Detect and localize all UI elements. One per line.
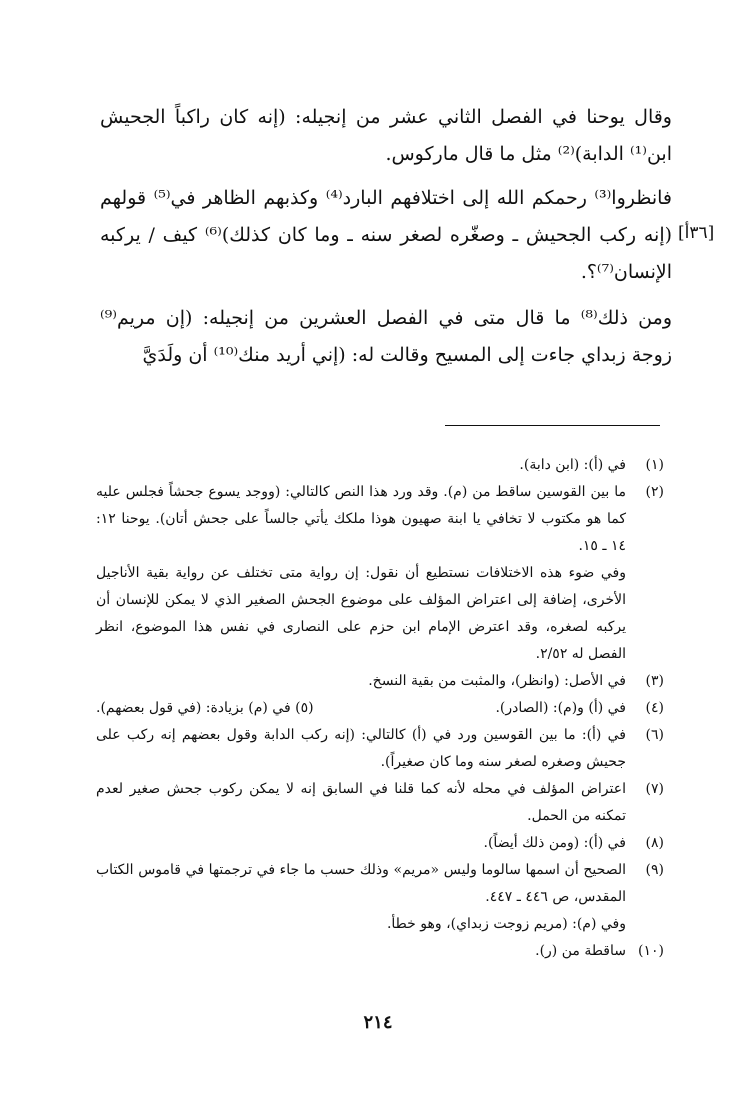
footnote-3 (96, 668, 664, 695)
footnote-text: في (أ): (ومن ذلك أيضاً). (483, 835, 626, 851)
footnote-text: في (م) بزيادة: (في قول بعضهم). (96, 700, 291, 716)
footnote-number: (٣) (645, 673, 664, 689)
manuscript-folio-marker: [٣٦أ] (678, 223, 715, 243)
footnote-number: (٧) (645, 781, 664, 797)
footnote-8 (96, 830, 664, 857)
footnote-text: الصحيح أن اسمها سالوما وليس «مريم» وذلك حسب ما جاء في ترجمتها في قاموس الكتاب المقدس، ص ٤٤٦ ـ ٤٤٧. (96, 862, 626, 905)
footnote-1 (96, 452, 664, 479)
footnote-text: في الأصل: (وانظر)، والمثبت من بقية النسخ. (368, 673, 626, 689)
main-paragraph-1: وقال يوحنا في الفصل الثاني عشر من إنجيله: (إنه كان راكباً الجحيش ابن⁽¹⁾ الدابة)⁽²⁾ مثل ما قال ماركوس. (100, 106, 672, 165)
footnote-text: في (أ) و(م): (الصادر). (495, 700, 626, 716)
footnote-number: (٢) (645, 484, 664, 500)
main-paragraph-3: ومن ذلك⁽⁸⁾ ما قال متى في الفصل العشرين من إنجيله: (إن مريم⁽⁹⁾ زوجة زبداي جاءت إلى المسيح وقالت له: (إني أريد منك⁽¹⁰⁾ أن ولَدَيَّ (100, 307, 672, 366)
footnote-10 (96, 938, 664, 965)
footnote-text: في (أ): (ابن دابة). (519, 457, 626, 473)
page-number: ٢١٤ (363, 1012, 393, 1033)
footnote-6 (96, 722, 664, 776)
footnote-number: (١) (645, 457, 664, 473)
footnote-number: (٦) (645, 727, 664, 743)
main-paragraph-2: فانظروا⁽³⁾ رحمكم الله إلى اختلافهم البارد⁽⁴⁾ وكذبهم الظاهر في⁽⁵⁾ قولهم (إنه ركب الجحيش ـ وصغّره لصغر سنه ـ وما كان كذلك)⁽⁶⁾ كيف / يركبه الإنسان⁽⁷⁾؟. (100, 187, 673, 283)
footnote-number: (١٠) (638, 943, 664, 959)
footnote-number: (٩) (645, 862, 664, 878)
footnote-text: في (أ): ما بين القوسين ورد في (أ) كالتالي: (إنه ركب الدابة وقول بعضهم إنه ركب على جحيش وصغره لصغر سنه وما كان صغيراً). (96, 727, 626, 770)
footnote-continuation: وفي ضوء هذه الاختلافات نستطيع أن نقول: إن رواية متى تختلف عن رواية بقية الأناجيل الأخرى، إضافة إلى اعتراض المؤلف على موضوع الجحش الصغير الذي لا يمكن للإنسان أن يركبه لصغره، وقد اعترض الإمام ابن حزم على النصارى في نفس هذا الموضوع، انظر الفصل له ٢/٥٢. (96, 565, 626, 662)
footnote-number: (٤) (645, 700, 664, 716)
footnotes (96, 452, 664, 965)
footnote-text: ما بين القوسين ساقط من (م). وقد ورد هذا النص كالتالي: (ووجد يسوع جحشاً فجلس عليه كما هو مكتوب لا تخافي يا ابنة صهيون هوذا ملكك يأتي جالساً على جحش أتان). يوحنا ١٢: ١٤ ـ ١٥. (96, 484, 626, 554)
footnote-7 (96, 776, 664, 830)
footnote-text: ساقطة من (ر). (535, 943, 626, 959)
footnote-2 (96, 479, 664, 668)
footnote-9 (96, 857, 664, 938)
footnote-number: (٨) (645, 835, 664, 851)
footnote-continuation: وفي (م): (مريم زوجت زبداي)، وهو خطأ. (386, 916, 626, 932)
footnote-divider (445, 425, 660, 426)
footnote-4-5 (96, 695, 664, 722)
footnote-text: اعتراض المؤلف في محله لأنه كما قلنا في السابق إنه لا يمكن ركوب جحش صغير لعدم تمكنه من الحمل. (96, 781, 626, 824)
footnote-number: (٥) (295, 700, 314, 716)
